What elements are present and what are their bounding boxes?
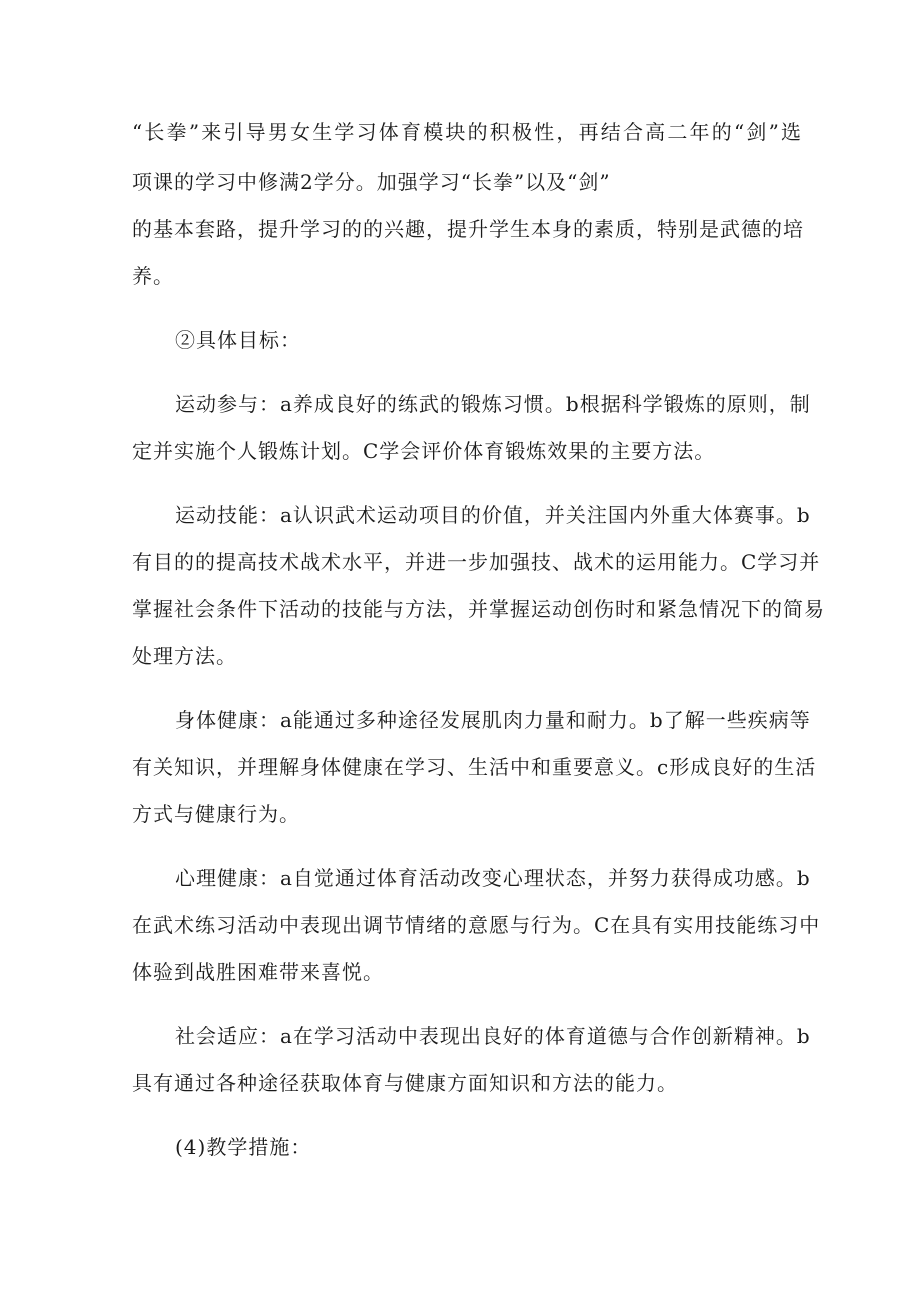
social-line-1: 社会适应：a在学习活动中表现出良好的体育道德与合作创新精神。b <box>175 1024 811 1048</box>
intro-line-4: 养。 <box>132 264 174 288</box>
intro-line-3: 的基本套路，提升学习的的兴趣，提升学生本身的素质，特别是武德的培 <box>132 217 804 241</box>
participation-line-1: 运动参与：a养成良好的练武的锻炼习惯。b根据科学锻炼的原则，制 <box>175 392 811 416</box>
physical-line-3: 方式与健康行为。 <box>132 802 300 826</box>
goals-heading: ②具体目标： <box>175 328 301 352</box>
mental-line-3: 体验到战胜困难带来喜悦。 <box>132 960 384 984</box>
skills-line-4: 处理方法。 <box>132 644 237 668</box>
mental-line-1: 心理健康：a自觉通过体育活动改变心理状态，并努力获得成功感。b <box>175 866 811 890</box>
skills-line-3: 掌握社会条件下活动的技能与方法，并掌握运动创伤时和紧急情况下的简易 <box>132 597 825 621</box>
mental-line-2: 在武术练习活动中表现出调节情绪的意愿与行为。C在具有实用技能练习中 <box>132 913 821 937</box>
physical-line-2: 有关知识，并理解身体健康在学习、生活中和重要意义。c形成良好的生活 <box>132 755 817 779</box>
intro-line-2: 项课的学习中修满2学分。加强学习“长拳”以及“剑” <box>132 170 611 194</box>
intro-line-1: “长拳”来引导男女生学习体育模块的积极性，再结合高二年的“剑”选 <box>132 120 802 144</box>
measures-heading: (4)教学措施： <box>175 1135 312 1159</box>
social-line-2: 具有通过各种途径获取体育与健康方面知识和方法的能力。 <box>132 1071 678 1095</box>
participation-line-2: 定并实施个人锻炼计划。C学会评价体育锻炼效果的主要方法。 <box>132 439 716 463</box>
skills-line-2: 有目的的提高技术战术水平，并进一步加强技、战术的运用能力。C学习并 <box>132 550 821 574</box>
physical-line-1: 身体健康：a能通过多种途径发展肌肉力量和耐力。b了解一些疾病等 <box>175 708 811 732</box>
skills-line-1: 运动技能：a认识武术运动项目的价值，并关注国内外重大体赛事。b <box>175 503 811 527</box>
